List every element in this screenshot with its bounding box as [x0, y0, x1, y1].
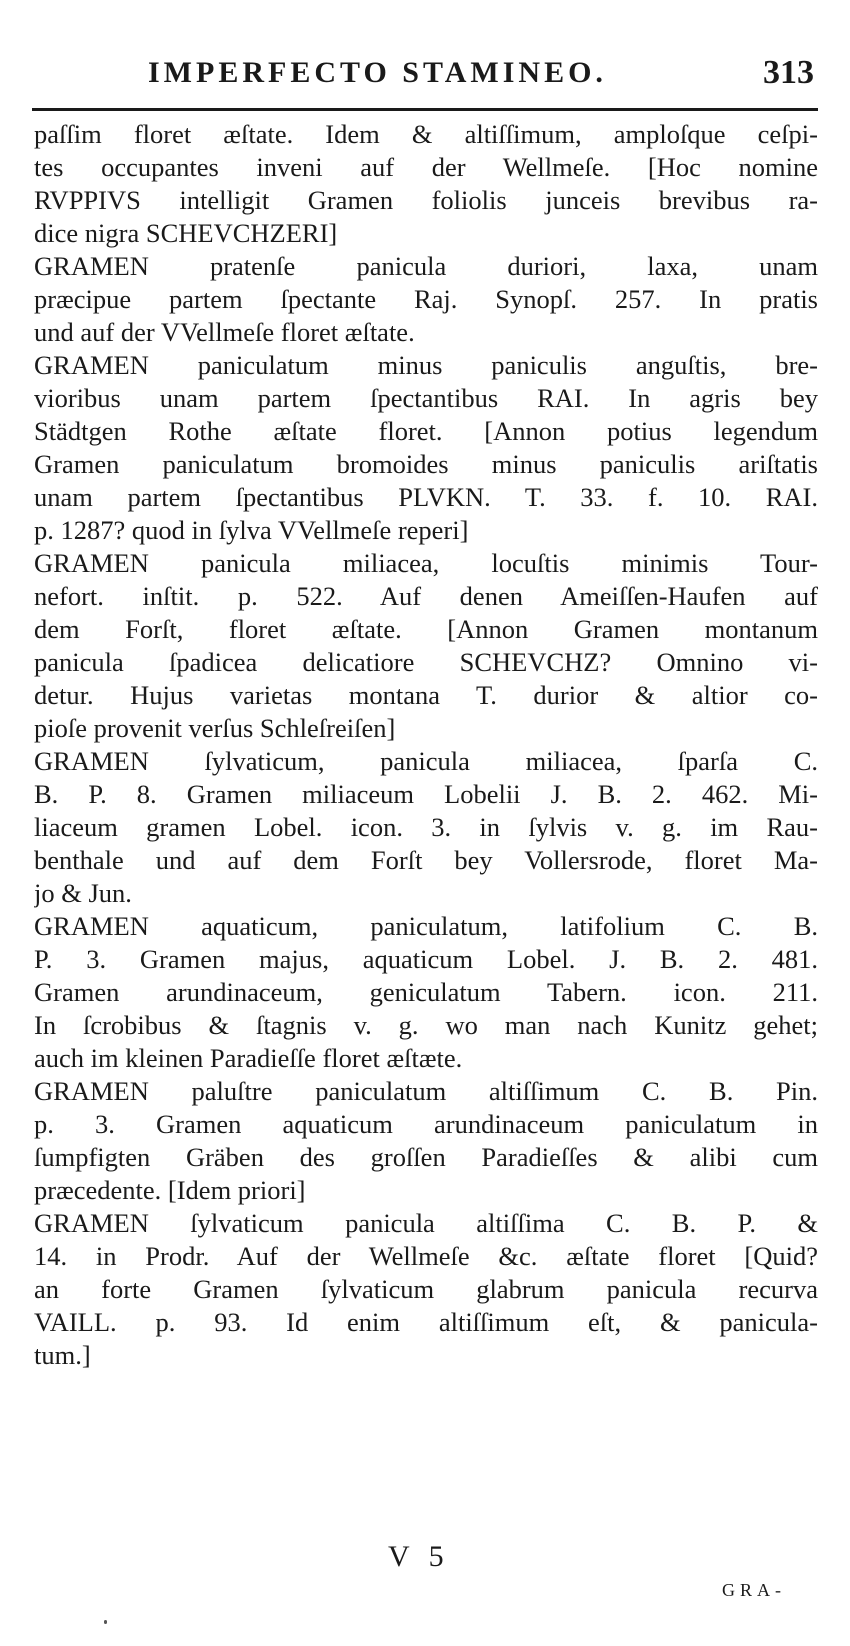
text-line: und auf der VVellmeſe floret æſtate.	[34, 317, 415, 347]
text-line: p. 3. Gramen aquaticum arundinaceum paniculatum in	[34, 1109, 818, 1139]
text-line: p. 1287? quod in ſylva VVellmeſe reperi]	[34, 515, 469, 545]
text-line: ſumpfigten Gräben des groſſen Paradieſſes & alibi cum	[34, 1142, 818, 1172]
text-line: GRAMEN ſylvaticum, panicula miliacea, ſparſa C.	[34, 746, 818, 776]
text-line: GRAMEN aquaticum, paniculatum, latifolium C. B.	[34, 911, 818, 941]
text-line: auch im kleinen Paradieſſe floret æſtæte.	[34, 1043, 463, 1073]
text-line: VAILL. p. 93. Id enim altiſſimum eſt, & panicula-	[34, 1307, 818, 1337]
text-line: tes occupantes inveni auf der Wellmeſe. [Hoc nomine	[34, 152, 818, 182]
signature-mark: V 5	[388, 1540, 450, 1573]
text-line: GRAMEN paluſtre paniculatum altiſſimum C. B. Pin.	[34, 1076, 818, 1106]
text-line: GRAMEN paniculatum minus paniculis anguſtis, bre-	[34, 350, 818, 380]
text-line: dice nigra SCHEVCHZERI]	[34, 218, 338, 248]
text-line: GRAMEN pratenſe panicula duriori, laxa, unam	[34, 251, 818, 281]
text-line: GRAMEN ſylvaticum panicula altiſſima C. B. P. &	[34, 1208, 818, 1238]
text-line: 14. in Prodr. Auf der Wellmeſe &c. æſtate floret [Quid?	[34, 1241, 818, 1271]
text-line: pioſe provenit verſus Schleſreiſen]	[34, 713, 396, 743]
text-line: paſſim floret æſtate. Idem & altiſſimum, amploſque ceſpi-	[34, 119, 818, 149]
text-line: jo & Jun.	[34, 878, 132, 908]
text-line: detur. Hujus varietas montana T. durior & altior co-	[34, 680, 818, 710]
text-line: benthale und auf dem Forſt bey Vollersrode, floret Ma-	[34, 845, 818, 875]
text-line: P. 3. Gramen majus, aquaticum Lobel. J. B. 2. 481.	[34, 944, 818, 974]
text-line: Gramen paniculatum bromoides minus paniculis ariſtatis	[34, 449, 818, 479]
text-line: liaceum gramen Lobel. icon. 3. in ſylvis v. g. im Rau-	[34, 812, 818, 842]
text-line: præcedente. [Idem priori]	[34, 1175, 306, 1205]
text-line: GRAMEN panicula miliacea, locuſtis minimis Tour-	[34, 548, 818, 578]
text-line: dem Forſt, floret æſtate. [Annon Gramen montanum	[34, 614, 818, 644]
text-line: RVPPIVS intelligit Gramen foliolis junceis brevibus ra-	[34, 185, 818, 215]
text-line: an forte Gramen ſylvaticum glabrum panicula recurva	[34, 1274, 818, 1304]
text-line: tum.]	[34, 1340, 91, 1370]
body-text	[34, 118, 818, 1372]
ink-speck	[104, 1620, 107, 1624]
header-rule	[32, 108, 818, 111]
text-line: Städtgen Rothe æſtate floret. [Annon potius legendum	[34, 416, 818, 446]
text-line: B. P. 8. Gramen miliaceum Lobelii J. B. 2. 462. Mi-	[34, 779, 818, 809]
text-line: nefort. inſtit. p. 522. Auf denen Ameiſſen-Haufen auf	[34, 581, 818, 611]
text-line: unam partem ſpectantibus PLVKN. T. 33. f. 10. RAI.	[34, 482, 818, 512]
page-number: 313	[763, 54, 814, 91]
text-line: Gramen arundinaceum, geniculatum Tabern. icon. 211.	[34, 977, 818, 1007]
text-line: vioribus unam partem ſpectantibus RAI. In agris bey	[34, 383, 818, 413]
running-head: IMPERFECTO STAMINEO.	[148, 56, 607, 89]
text-line: præcipue partem ſpectante Raj. Synopſ. 257. In pratis	[34, 284, 818, 314]
text-line: panicula ſpadicea delicatiore SCHEVCHZ? Omnino vi-	[34, 647, 818, 677]
page-header	[140, 52, 820, 98]
text-line: In ſcrobibus & ſtagnis v. g. wo man nach Kunitz gehet;	[34, 1010, 818, 1040]
catchword: GRA-	[722, 1580, 786, 1600]
